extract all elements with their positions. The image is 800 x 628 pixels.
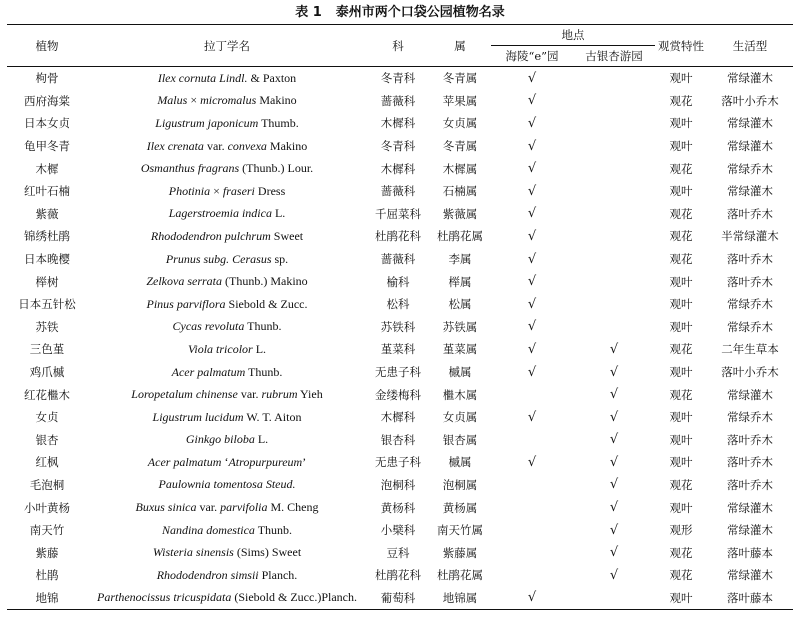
location-2-check-cell [573, 112, 655, 135]
table-row [7, 564, 793, 587]
location-2-check-cell [573, 587, 655, 610]
latin-name-author: sp. [271, 251, 289, 266]
latin-name-author: var. [203, 138, 228, 153]
latin-name-italic: Cycas revoluta [172, 319, 245, 334]
latin-name-cell [87, 519, 367, 542]
latin-name-italic: Atropurpureum [228, 454, 303, 469]
latin-name-cell [87, 474, 367, 497]
table-row [7, 383, 793, 406]
latin-name-italic: micromalus [200, 93, 257, 108]
location-1-check-cell [491, 429, 573, 452]
latin-name-cell [87, 383, 367, 406]
header-lifeform: 生活型 [707, 25, 793, 67]
latin-name-author: ’ [302, 454, 307, 469]
latin-name-cell [87, 361, 367, 384]
lifeform-cell: 常绿灌木 [727, 568, 773, 583]
latin-name-author: M. Cheng [267, 500, 319, 515]
latin-name-italic: Paulownia tomentosa Steud. [158, 477, 296, 492]
ornamental-cell: 观花 [669, 568, 693, 583]
plant-list-table [7, 24, 793, 610]
latin-name-cell [87, 135, 367, 158]
latin-name-italic: Lagerstroemia indica [168, 206, 272, 221]
latin-name-italic: Nandina domestica [161, 522, 255, 537]
ornamental-cell: 观叶 [669, 432, 693, 447]
latin-name-author: Thunb. [245, 364, 283, 379]
table-title: 泰州市两个口袋公园植物名录 [335, 5, 505, 20]
lifeform-cell: 二年生草本 [721, 342, 779, 357]
header-latin: 拉丁学名 [87, 25, 367, 67]
ornamental-cell: 观花 [669, 206, 693, 221]
latin-name-italic: parvifolia [220, 500, 268, 515]
latin-name-italic: Rhododendron simsii [156, 567, 259, 582]
family-cell: 冬青科 [380, 139, 416, 154]
latin-name-cell [87, 67, 367, 90]
genus-cell: 李属 [448, 252, 472, 267]
latin-name-author: (Thunb.) Makino [222, 274, 308, 289]
genus-cell: 银杏属 [442, 432, 478, 447]
latin-name-author: Dress [254, 183, 286, 198]
lifeform-cell: 常绿乔木 [727, 161, 773, 176]
ornamental-cell: 观花 [669, 342, 693, 357]
location-1-check-cell: √ [527, 183, 537, 199]
genus-cell: 地锦属 [429, 587, 491, 610]
latin-name-italic: convexa [227, 138, 267, 153]
lifeform-cell: 落叶乔木 [727, 432, 773, 447]
latin-name-author: Yieh [297, 387, 323, 402]
genus-cell: 杜鹃花属 [437, 568, 483, 583]
location-1-check-cell [491, 519, 573, 542]
genus-cell: 冬青属 [442, 71, 478, 86]
plant-name-cell: 紫藤 [35, 545, 59, 560]
plant-name-cell: 地锦 [7, 587, 87, 610]
latin-name-italic: Acer palmatum [147, 454, 222, 469]
location-1-check-cell: √ [527, 70, 537, 86]
genus-cell: 苏铁属 [442, 319, 478, 334]
lifeform-cell: 常绿灌木 [727, 71, 773, 86]
latin-name-italic: Ginkgo biloba [185, 432, 255, 447]
latin-name-italic: Acer palmatum [171, 364, 246, 379]
table-row [7, 316, 793, 339]
location-2-check-cell [573, 203, 655, 226]
table-row [7, 338, 793, 361]
genus-cell: 堇菜属 [442, 342, 478, 357]
location-1-check-cell [491, 496, 573, 519]
latin-name-italic: Osmanthus fragrans [140, 161, 240, 176]
lifeform-cell: 常绿乔木 [727, 410, 773, 425]
latin-name-author: & Paxton [247, 70, 297, 85]
family-cell: 葡萄科 [367, 587, 429, 610]
lifeform-cell: 落叶乔木 [727, 206, 773, 221]
latin-name-cell [87, 429, 367, 452]
family-cell: 苏铁科 [380, 319, 416, 334]
table-row [7, 293, 793, 316]
latin-name-author: (Siebold & Zucc.)Planch. [231, 590, 357, 605]
ornamental-cell: 观叶 [669, 297, 693, 312]
family-cell: 黄杨科 [380, 500, 416, 515]
location-1-check-cell: √ [527, 138, 537, 154]
latin-name-italic: fraseri [222, 183, 255, 198]
latin-name-cell [87, 541, 367, 564]
genus-cell: 紫薇属 [442, 206, 478, 221]
ornamental-cell: 观花 [669, 387, 693, 402]
location-2-check-cell: √ [609, 409, 619, 425]
genus-cell: 石楠属 [442, 184, 478, 199]
latin-name-author: (Sims) Sweet [233, 545, 302, 560]
header-location-2: 古银杏游园 [573, 46, 655, 67]
lifeform-cell: 常绿灌木 [727, 387, 773, 402]
plant-name-cell: 日本晚樱 [24, 252, 70, 267]
latin-name-italic: Rhododendron pulchrum [150, 228, 271, 243]
lifeform-cell: 常绿灌木 [727, 500, 773, 515]
table-row [7, 451, 793, 474]
family-cell: 金缕梅科 [375, 387, 421, 402]
family-cell: 蔷薇科 [380, 184, 416, 199]
location-2-check-cell: √ [609, 454, 619, 470]
location-1-check-cell [491, 383, 573, 406]
latin-name-cell [87, 157, 367, 180]
genus-cell: 檵木属 [442, 387, 478, 402]
location-2-check-cell: √ [609, 387, 619, 403]
family-cell: 蔷薇科 [380, 252, 416, 267]
latin-name-cell [87, 90, 367, 113]
genus-cell: 苹果属 [442, 93, 478, 108]
location-2-check-cell: √ [609, 567, 619, 583]
family-cell: 松科 [386, 297, 410, 312]
genus-cell: 松属 [448, 297, 472, 312]
latin-name-cell [87, 451, 367, 474]
genus-cell: 冬青属 [442, 139, 478, 154]
ornamental-cell: 观叶 [669, 71, 693, 86]
family-cell: 无患子科 [375, 455, 421, 470]
plant-name-cell: 毛泡桐 [29, 477, 65, 492]
location-2-check-cell [573, 67, 655, 90]
table-row [7, 406, 793, 429]
ornamental-cell: 观花 [669, 229, 693, 244]
ornamental-cell: 观花 [669, 93, 693, 108]
latin-name-cell [87, 225, 367, 248]
table-row [7, 112, 793, 135]
location-2-check-cell: √ [609, 432, 619, 448]
table-row [7, 587, 793, 610]
table-row [7, 248, 793, 271]
plant-name-cell: 红花檵木 [24, 387, 70, 402]
table-row [7, 67, 793, 90]
location-2-check-cell [573, 293, 655, 316]
lifeform-cell: 常绿灌木 [727, 523, 773, 538]
genus-cell: 槭属 [448, 455, 472, 470]
location-1-check-cell: √ [527, 228, 537, 244]
lifeform-cell: 常绿灌木 [727, 184, 773, 199]
header-genus: 属 [429, 25, 491, 67]
lifeform-cell: 落叶乔木 [727, 252, 773, 267]
table-row [7, 519, 793, 542]
location-2-check-cell: √ [609, 500, 619, 516]
lifeform-cell: 落叶小乔木 [721, 93, 779, 108]
latin-name-author: Makino [256, 93, 297, 108]
location-2-check-cell [573, 135, 655, 158]
ornamental-cell: 观花 [669, 161, 693, 176]
ornamental-cell: 观叶 [655, 587, 707, 610]
plant-name-cell: 木樨 [35, 161, 59, 176]
genus-cell: 槭属 [448, 365, 472, 380]
table-row [7, 429, 793, 452]
location-2-check-cell [573, 316, 655, 339]
location-1-check-cell: √ [527, 341, 537, 357]
genus-cell: 女贞属 [442, 116, 478, 131]
latin-name-italic: Ligustrum lucidum [152, 409, 244, 424]
plant-name-cell: 杜鹃 [35, 568, 59, 583]
plant-name-cell: 日本五针松 [18, 297, 76, 312]
latin-name-italic: Photinia [168, 183, 211, 198]
latin-name-cell [87, 338, 367, 361]
genus-cell: 杜鹃花属 [437, 229, 483, 244]
genus-cell: 女贞属 [442, 410, 478, 425]
lifeform-cell: 常绿乔木 [727, 297, 773, 312]
lifeform-cell: 落叶乔木 [727, 455, 773, 470]
latin-name-author: × [187, 93, 201, 108]
ornamental-cell: 观叶 [669, 500, 693, 515]
family-cell: 银杏科 [380, 432, 416, 447]
header-family: 科 [367, 25, 429, 67]
location-2-check-cell: √ [609, 477, 619, 493]
latin-name-cell [87, 564, 367, 587]
latin-name-italic: Ilex cornuta Lindl. [157, 70, 248, 85]
plant-name-cell: 小叶黄杨 [24, 500, 70, 515]
latin-name-author: Siebold & Zucc. [225, 296, 308, 311]
location-1-check-cell: √ [527, 251, 537, 267]
latin-name-author: (Thunb.) Lour. [239, 161, 314, 176]
table-row [7, 361, 793, 384]
location-2-check-cell [573, 90, 655, 113]
latin-name-author: Thunb. [244, 319, 282, 334]
plant-name-cell: 银杏 [35, 432, 59, 447]
plant-name-cell: 女贞 [35, 410, 59, 425]
location-1-check-cell: √ [491, 587, 573, 610]
lifeform-cell: 常绿灌木 [727, 139, 773, 154]
latin-name-cell [87, 587, 367, 610]
location-1-check-cell [491, 564, 573, 587]
genus-cell: 紫藤属 [442, 545, 478, 560]
header-plant: 植物 [7, 25, 87, 67]
genus-cell: 榉属 [448, 274, 472, 289]
location-1-check-cell: √ [527, 115, 537, 131]
family-cell: 榆科 [386, 274, 410, 289]
header-ornamental: 观赏特性 [655, 25, 707, 67]
latin-name-cell [87, 406, 367, 429]
location-1-check-cell: √ [527, 409, 537, 425]
latin-name-author: Thumb. [258, 115, 299, 130]
plant-name-cell: 锦绣杜鹃 [24, 229, 70, 244]
table-row [7, 496, 793, 519]
family-cell: 千屈菜科 [375, 206, 421, 221]
ornamental-cell: 观叶 [669, 319, 693, 334]
location-2-check-cell [573, 248, 655, 271]
family-cell: 木樨科 [380, 410, 416, 425]
ornamental-cell: 观叶 [669, 184, 693, 199]
header-location-1: 海陵“e”园 [491, 46, 573, 67]
latin-name-author: ‘ [221, 454, 229, 469]
latin-name-italic: Malus [157, 93, 188, 108]
latin-name-author: Planch. [258, 567, 298, 582]
latin-name-cell [87, 203, 367, 226]
location-1-check-cell [491, 474, 573, 497]
ornamental-cell: 观叶 [669, 365, 693, 380]
header-location: 地点 [491, 25, 655, 46]
lifeform-cell: 落叶乔木 [727, 274, 773, 289]
ornamental-cell: 观花 [669, 545, 693, 560]
latin-name-italic: Ligustrum japonicum [155, 115, 259, 130]
ornamental-cell: 观叶 [669, 274, 693, 289]
latin-name-italic: Wisteria sinensis [152, 545, 234, 560]
family-cell: 无患子科 [375, 365, 421, 380]
latin-name-author: var. [237, 387, 262, 402]
lifeform-cell: 常绿灌木 [727, 116, 773, 131]
latin-name-italic: Pinus parviflora [146, 296, 226, 311]
plant-name-cell: 苏铁 [35, 319, 59, 334]
latin-name-author: L. [252, 341, 267, 356]
location-2-check-cell: √ [609, 364, 619, 380]
latin-name-cell [87, 316, 367, 339]
genus-cell: 木樨属 [442, 161, 478, 176]
family-cell: 木樨科 [380, 116, 416, 131]
location-2-check-cell [573, 270, 655, 293]
family-cell: 杜鹃花科 [375, 568, 421, 583]
location-1-check-cell: √ [527, 161, 537, 177]
table-number: 表 1 [295, 5, 322, 20]
location-1-check-cell: √ [527, 274, 537, 290]
plant-name-cell: 紫薇 [35, 206, 59, 221]
family-cell: 木樨科 [380, 161, 416, 176]
plant-name-cell: 鸡爪槭 [29, 365, 65, 380]
ornamental-cell: 观花 [669, 252, 693, 267]
latin-name-author: Makino [266, 138, 308, 153]
latin-name-cell [87, 293, 367, 316]
latin-name-cell [87, 112, 367, 135]
table-row [7, 203, 793, 226]
latin-name-author: var. [196, 500, 221, 515]
plant-name-cell: 枸骨 [35, 71, 59, 86]
plant-name-cell: 日本女贞 [24, 116, 70, 131]
table-row [7, 180, 793, 203]
latin-name-cell [87, 248, 367, 271]
latin-name-author: Sweet [270, 228, 304, 243]
genus-cell: 黄杨属 [442, 500, 478, 515]
family-cell: 泡桐科 [380, 477, 416, 492]
plant-name-cell: 三色堇 [29, 342, 65, 357]
latin-name-cell [87, 496, 367, 519]
location-1-check-cell: √ [527, 296, 537, 312]
latin-name-italic: Zelkova serrata [146, 274, 222, 289]
genus-cell: 南天竹属 [437, 523, 483, 538]
lifeform-cell: 落叶藤本 [727, 545, 773, 560]
latin-name-italic: Buxus sinica [135, 500, 197, 515]
lifeform-cell: 落叶乔木 [727, 477, 773, 492]
table-row [7, 270, 793, 293]
latin-name-italic: Ilex crenata [146, 138, 204, 153]
lifeform-cell: 常绿乔木 [727, 319, 773, 334]
table-caption [0, 0, 800, 24]
genus-cell: 泡桐属 [442, 477, 478, 492]
lifeform-cell: 半常绿灌木 [721, 229, 779, 244]
family-cell: 蔷薇科 [380, 93, 416, 108]
plant-name-cell: 榉树 [35, 274, 59, 289]
location-2-check-cell: √ [609, 522, 619, 538]
location-1-check-cell [491, 541, 573, 564]
table-row [7, 474, 793, 497]
ornamental-cell: 观形 [669, 523, 693, 538]
family-cell: 杜鹃花科 [375, 229, 421, 244]
latin-name-author: × [210, 183, 223, 198]
location-1-check-cell: √ [527, 364, 537, 380]
table-row [7, 157, 793, 180]
family-cell: 堇菜科 [380, 342, 416, 357]
location-1-check-cell: √ [527, 93, 537, 109]
location-1-check-cell: √ [527, 206, 537, 222]
table-body [7, 67, 793, 610]
table-row [7, 90, 793, 113]
location-2-check-cell: √ [609, 341, 619, 357]
latin-name-cell [87, 270, 367, 293]
family-cell: 小檗科 [380, 523, 416, 538]
family-cell: 豆科 [386, 545, 410, 560]
latin-name-italic: Loropetalum chinense [131, 387, 238, 402]
table-row [7, 541, 793, 564]
plant-name-cell: 红枫 [35, 455, 59, 470]
plant-name-cell: 红叶石楠 [24, 184, 70, 199]
family-cell: 冬青科 [380, 71, 416, 86]
latin-name-author: Thunb. [254, 522, 293, 537]
lifeform-cell: 落叶小乔木 [721, 365, 779, 380]
ornamental-cell: 观叶 [669, 116, 693, 131]
location-2-check-cell [573, 225, 655, 248]
location-1-check-cell: √ [527, 454, 537, 470]
location-2-check-cell [573, 157, 655, 180]
table-row [7, 135, 793, 158]
plant-name-cell: 南天竹 [29, 523, 65, 538]
location-1-check-cell: √ [527, 319, 537, 335]
latin-name-italic: rubrum [261, 387, 298, 402]
latin-name-italic: Prunus subg. Cerasus [165, 251, 272, 266]
plant-name-cell: 龟甲冬青 [24, 139, 70, 154]
table-row [7, 225, 793, 248]
latin-name-italic: Parthenocissus tricuspidata [97, 590, 232, 605]
latin-name-author: W. T. Aiton [243, 409, 302, 424]
location-2-check-cell [573, 180, 655, 203]
plant-name-cell: 西府海棠 [24, 93, 70, 108]
latin-name-cell [87, 180, 367, 203]
ornamental-cell: 观叶 [669, 139, 693, 154]
lifeform-cell: 落叶藤本 [707, 587, 793, 610]
latin-name-author: L. [271, 206, 286, 221]
location-2-check-cell: √ [609, 545, 619, 561]
ornamental-cell: 观花 [669, 477, 693, 492]
latin-name-author: L. [254, 432, 269, 447]
ornamental-cell: 观叶 [669, 410, 693, 425]
ornamental-cell: 观叶 [669, 455, 693, 470]
latin-name-italic: Viola tricolor [187, 341, 253, 356]
